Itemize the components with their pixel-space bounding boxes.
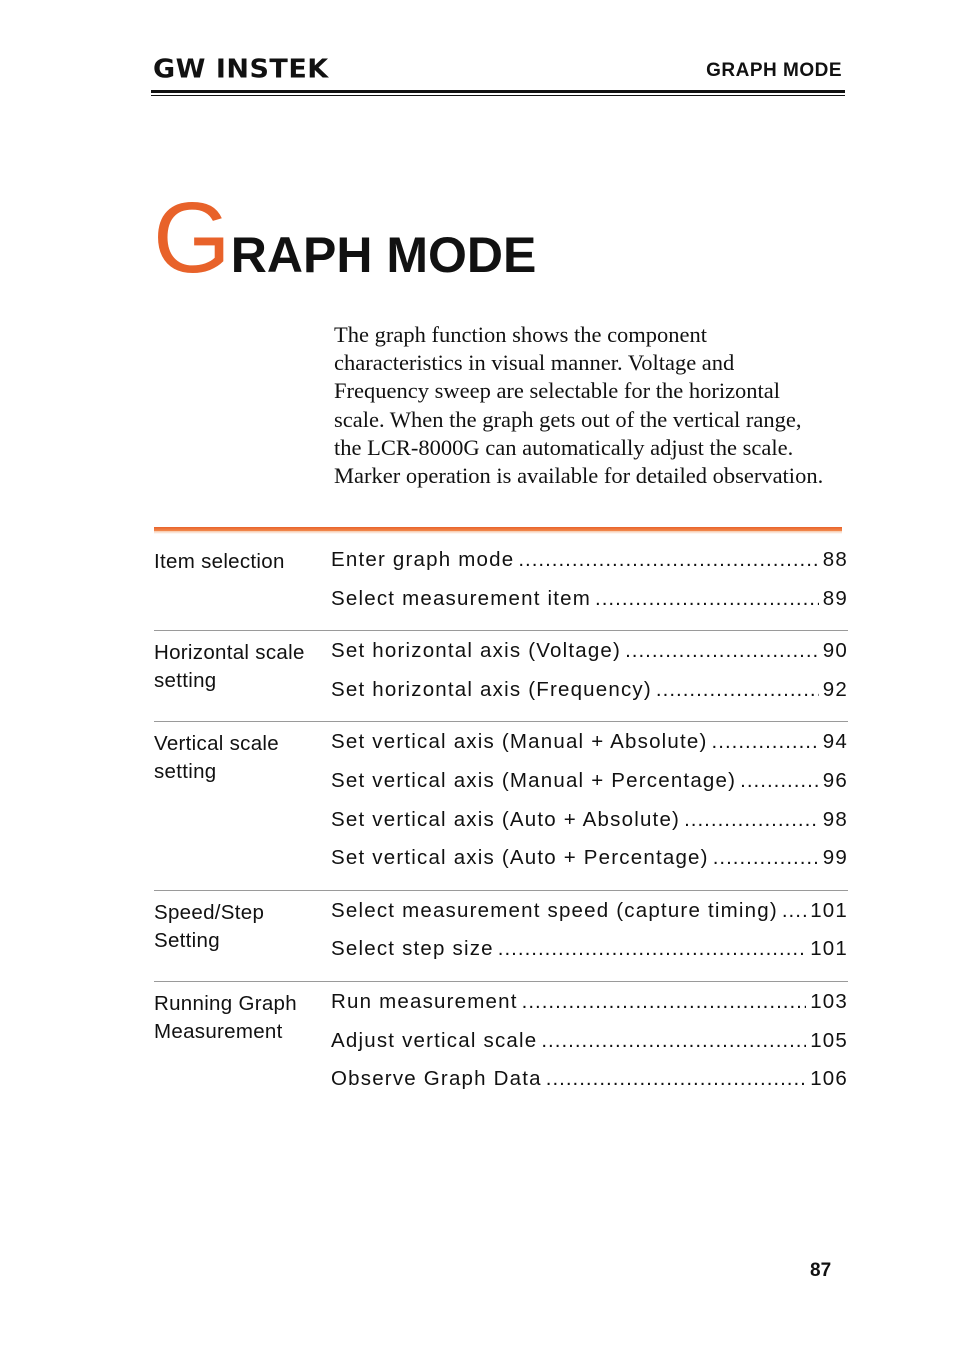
toc-group-label: Speed/Step Setting xyxy=(154,900,265,952)
toc-entry-text: Run measurement xyxy=(331,989,518,1013)
toc-entry[interactable] xyxy=(331,937,848,976)
toc-group-label: Item selection xyxy=(154,550,285,573)
toc-leader-dots xyxy=(546,1067,806,1091)
toc-entry-text: Set horizontal axis (Frequency) xyxy=(331,677,652,701)
toc-entry-page: 103 xyxy=(810,989,848,1013)
toc-entry-page: 89 xyxy=(822,586,848,610)
toc-entry-text: Enter graph mode xyxy=(331,548,515,571)
toc-group-horizontal-scale xyxy=(154,631,848,722)
toc-leader-dots xyxy=(782,899,806,923)
toc-group-speed-step xyxy=(154,891,848,982)
running-header-title: GRAPH MODE xyxy=(706,60,842,81)
toc-leader-dots xyxy=(712,730,819,754)
toc-entry-page: 94 xyxy=(822,730,848,754)
toc-entry-text: Select step size xyxy=(331,937,494,961)
toc-leader-dots xyxy=(541,1029,806,1053)
toc-entry[interactable] xyxy=(331,730,848,769)
toc-entry[interactable] xyxy=(331,587,848,626)
toc-leader-dots xyxy=(684,808,819,832)
toc-entry[interactable] xyxy=(331,899,848,938)
toc-entry-page: 92 xyxy=(822,677,848,701)
toc-leader-dots xyxy=(713,846,819,870)
chapter-intro: The graph function shows the component characteristics in visual manner. Voltage and Frequency sweep are selectable for the horizontal scale. When the graph gets out of the vertical range, the LCR-8000G can automatically adjust the scale. Marker operation is available for detailed observation. xyxy=(334,322,824,489)
toc-entry-page: 88 xyxy=(822,548,848,571)
toc-leader-dots xyxy=(522,990,807,1014)
toc-entry-page: 101 xyxy=(810,898,848,922)
toc-entry-page: 105 xyxy=(810,1028,848,1052)
toc-entry[interactable] xyxy=(331,1067,848,1106)
toc-entry-text: Observe Graph Data xyxy=(331,1067,542,1091)
toc-entry[interactable] xyxy=(331,846,848,885)
toc-entry-page: 98 xyxy=(822,807,848,831)
toc-group-item-selection xyxy=(154,540,848,631)
toc-entry[interactable] xyxy=(331,678,848,717)
toc-group-label: Running Graph Measurement xyxy=(154,991,297,1043)
toc-group-vertical-scale xyxy=(154,722,848,890)
toc-entry[interactable] xyxy=(331,639,848,678)
toc-entry-page: 101 xyxy=(810,937,848,961)
table-of-contents xyxy=(154,540,848,1111)
toc-entry-text: Select measurement speed (capture timing) xyxy=(331,898,778,922)
toc-entry-text: Set vertical axis (Auto + Absolute) xyxy=(331,807,681,831)
toc-entry-page: 99 xyxy=(822,846,848,870)
chapter-title-initial: G xyxy=(153,182,231,294)
toc-group-running-graph xyxy=(154,982,848,1111)
header-rule-thin xyxy=(151,95,845,96)
toc-entry-page: 106 xyxy=(810,1067,848,1091)
toc-entry-text: Set horizontal axis (Voltage) xyxy=(331,639,622,663)
brand-logo: GW INSTEK xyxy=(153,54,329,85)
chapter-title xyxy=(153,182,537,305)
toc-leader-dots xyxy=(498,937,806,961)
toc-entry-text: Set vertical axis (Manual + Percentage) xyxy=(331,768,737,792)
toc-entry-text: Adjust vertical scale xyxy=(331,1028,538,1052)
toc-leader-dots xyxy=(625,639,819,663)
accent-divider-shadow xyxy=(154,531,842,534)
header-rule-thick xyxy=(151,90,845,93)
toc-entry[interactable] xyxy=(331,769,848,808)
page-number: 87 xyxy=(810,1260,832,1281)
toc-group-label: Vertical scale setting xyxy=(154,732,279,784)
toc-entry[interactable] xyxy=(331,548,848,587)
toc-leader-dots xyxy=(656,678,819,702)
toc-entry-text: Set vertical axis (Auto + Percentage) xyxy=(331,846,709,870)
toc-entry-text: Set vertical axis (Manual + Absolute) xyxy=(331,730,708,754)
toc-entry[interactable] xyxy=(331,1029,848,1068)
toc-entry-page: 96 xyxy=(822,768,848,792)
toc-entry[interactable] xyxy=(331,990,848,1029)
toc-leader-dots xyxy=(740,769,819,793)
toc-group-label: Horizontal scale setting xyxy=(154,641,305,693)
chapter-title-rest: RAPH MODE xyxy=(230,227,537,283)
toc-entry[interactable] xyxy=(331,808,848,847)
toc-leader-dots xyxy=(518,548,818,572)
toc-leader-dots xyxy=(595,587,819,611)
toc-entry-text: Select measurement item xyxy=(331,586,592,610)
toc-entry-page: 90 xyxy=(822,639,848,663)
